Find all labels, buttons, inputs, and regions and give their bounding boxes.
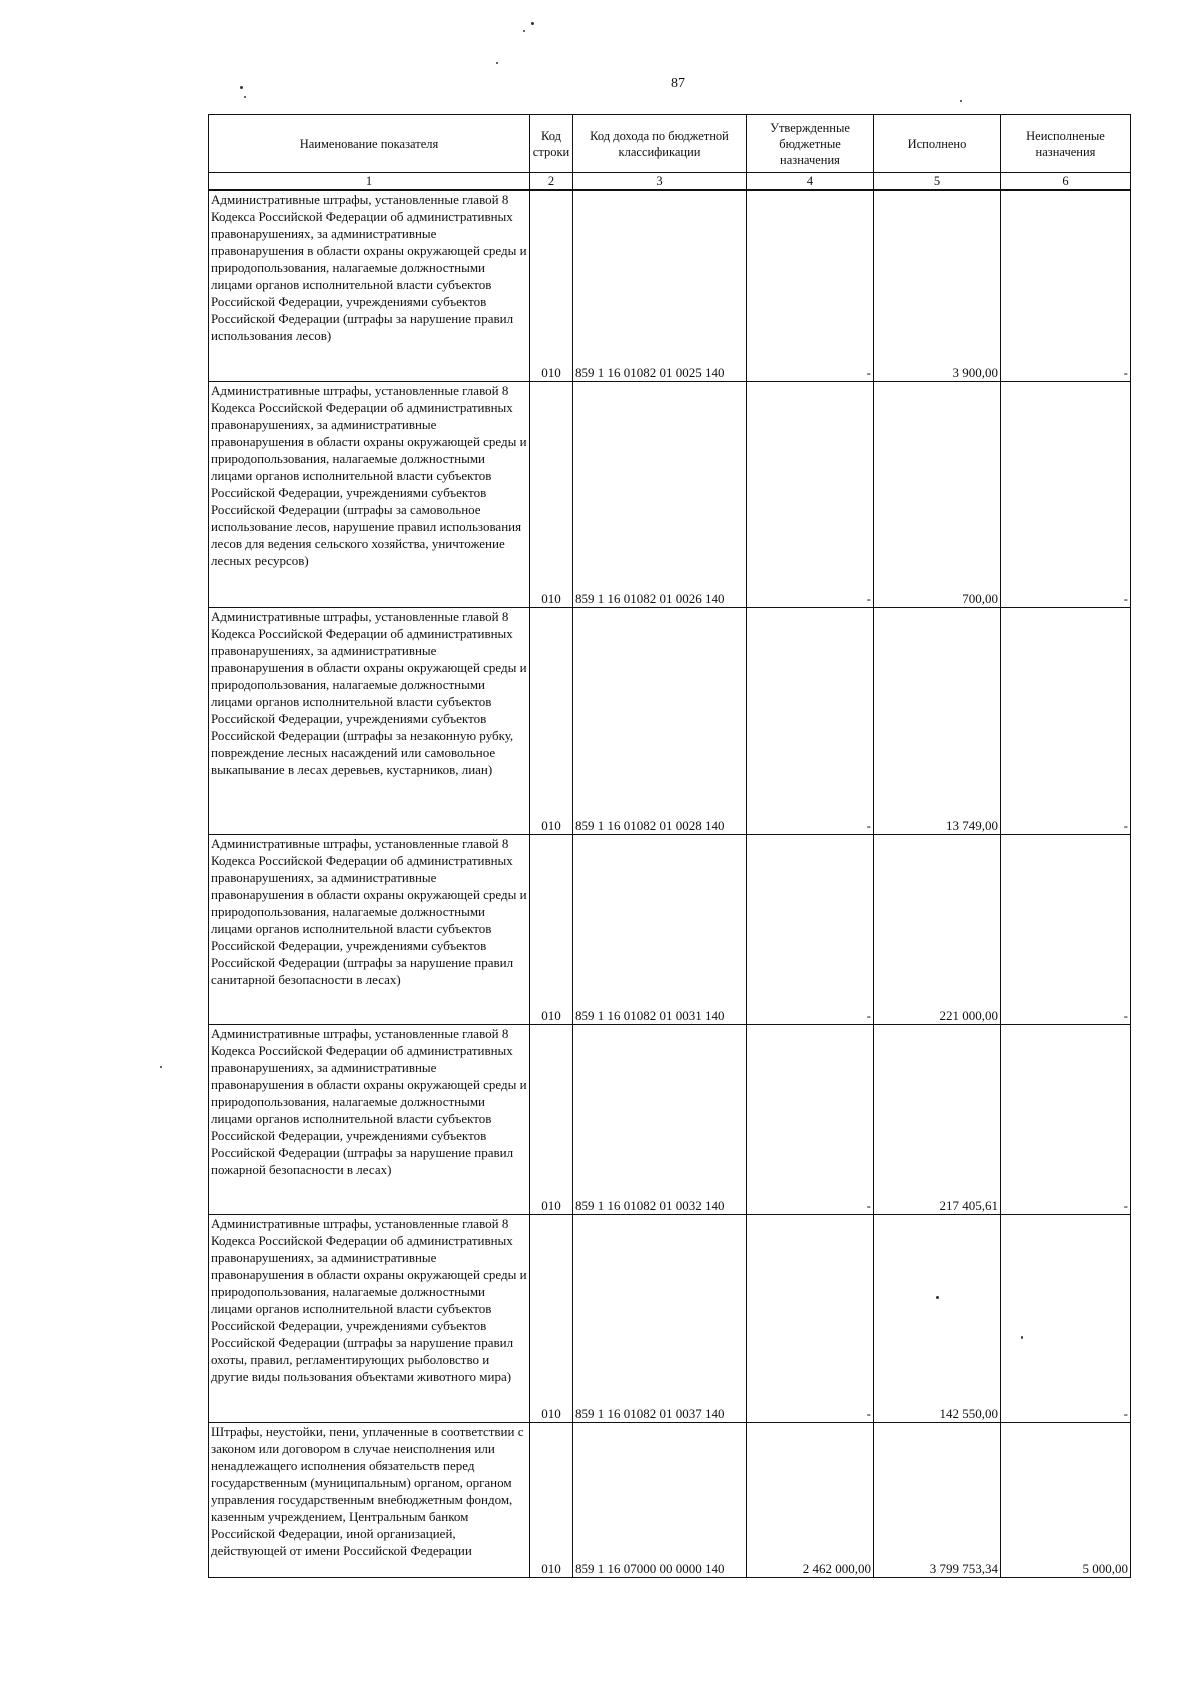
revenue-report-table [208,114,1131,1578]
header-income-code: Код дохода по бюджетной классификации [573,115,747,173]
income-code: 859 1 16 01082 01 0026 140 [573,381,747,607]
approved-value: - [747,190,874,381]
indicator-name: Административные штрафы, установленные главой 8 Кодекса Российской Федерации об административных правонарушениях, за административные правонарушения в области охраны окружающей среды и природопользования, налагаемые должностными лицами органов исполнительной власти субъектов Российской Федерации, учреждениями субъектов Российской Федерации (штрафы за нарушение правил санитарной безопасности в лесах) [209,834,530,1024]
indicator-name: Штрафы, неустойки, пени, уплаченные в соответствии с законом или договором в случае неисполнения или ненадлежащего исполнения обязательств перед государственным (муниципальным) органом, органом управления государственным внебюджетным фондом, казенным учреждением, Центральным банком Российской Федерации, иной организацией, действующей от имени Российской Федерации [209,1422,530,1577]
income-code: 859 1 16 01082 01 0037 140 [573,1214,747,1422]
column-number: 4 [747,173,874,191]
indicator-name: Административные штрафы, установленные главой 8 Кодекса Российской Федерации об административных правонарушениях, за административные правонарушения в области охраны окружающей среды и природопользования, налагаемые должностными лицами органов исполнительной власти субъектов Российской Федерации, учреждениями субъектов Российской Федерации (штрафы за нарушение правил охоты, правил, регламентирующих рыболовство и другие виды пользования объектами животного мира) [209,1214,530,1422]
scan-speck [960,100,962,102]
income-code: 859 1 16 01082 01 0028 140 [573,607,747,834]
line-code: 010 [530,190,573,381]
page-number: 87 [671,76,685,91]
income-code: 859 1 16 07000 00 0000 140 [573,1422,747,1577]
scan-speck [244,96,246,98]
indicator-name: Административные штрафы, установленные главой 8 Кодекса Российской Федерации об административных правонарушениях, за административные правонарушения в области охраны окружающей среды и природопользования, налагаемые должностными лицами органов исполнительной власти субъектов Российской Федерации, учреждениями субъектов Российской Федерации (штрафы за незаконную рубку, повреждение лесных насаждений или самовольное выкапывание в лесах деревьев, кустарников, лиан) [209,607,530,834]
scan-speck [240,86,243,89]
line-code: 010 [530,1024,573,1214]
scan-speck [160,1066,162,1068]
executed-value: 142 550,00 [874,1214,1001,1422]
indicator-name: Административные штрафы, установленные главой 8 Кодекса Российской Федерации об административных правонарушениях, за административные правонарушения в области охраны окружающей среды и природопользования, налагаемые должностными лицами органов исполнительной власти субъектов Российской Федерации, учреждениями субъектов Российской Федерации (штрафы за самовольное использование лесов, нарушение правил использования лесов для ведения сельского хозяйства, уничтожение лесных ресурсов) [209,381,530,607]
table-row [209,1422,1131,1577]
unexecuted-value: - [1001,834,1131,1024]
income-code: 859 1 16 01082 01 0025 140 [573,190,747,381]
executed-value: 221 000,00 [874,834,1001,1024]
table-row [209,1214,1131,1422]
table-row [209,1024,1131,1214]
line-code: 010 [530,1422,573,1577]
unexecuted-value: - [1001,607,1131,834]
scan-speck [531,22,534,25]
unexecuted-value: - [1001,381,1131,607]
column-number: 1 [209,173,530,191]
header-line-code: Код строки [530,115,573,173]
indicator-name: Административные штрафы, установленные главой 8 Кодекса Российской Федерации об административных правонарушениях, за административные правонарушения в области охраны окружающей среды и природопользования, налагаемые должностными лицами органов исполнительной власти субъектов Российской Федерации, учреждениями субъектов Российской Федерации (штрафы за нарушение правил пожарной безопасности в лесах) [209,1024,530,1214]
scan-speck [523,30,525,32]
line-code: 010 [530,1214,573,1422]
line-code: 010 [530,607,573,834]
approved-value: - [747,834,874,1024]
approved-value: - [747,607,874,834]
approved-value: - [747,1024,874,1214]
table-row [209,190,1131,381]
table-row [209,381,1131,607]
approved-value: - [747,381,874,607]
income-code: 859 1 16 01082 01 0032 140 [573,1024,747,1214]
header-indicator-name: Наименование показателя [209,115,530,173]
table-row [209,834,1131,1024]
line-code: 010 [530,834,573,1024]
line-code: 010 [530,381,573,607]
table-row [209,607,1131,834]
executed-value: 3 900,00 [874,190,1001,381]
executed-value: 217 405,61 [874,1024,1001,1214]
approved-value: 2 462 000,00 [747,1422,874,1577]
unexecuted-value: - [1001,1024,1131,1214]
unexecuted-value: - [1001,1214,1131,1422]
executed-value: 13 749,00 [874,607,1001,834]
unexecuted-value: 5 000,00 [1001,1422,1131,1577]
unexecuted-value: - [1001,190,1131,381]
column-number: 6 [1001,173,1131,191]
income-code: 859 1 16 01082 01 0031 140 [573,834,747,1024]
column-number: 2 [530,173,573,191]
column-number: 5 [874,173,1001,191]
scan-speck [496,62,498,64]
column-number: 3 [573,173,747,191]
executed-value: 3 799 753,34 [874,1422,1001,1577]
header-unexecuted: Неисполненые назначения [1001,115,1131,173]
approved-value: - [747,1214,874,1422]
indicator-name: Административные штрафы, установленные главой 8 Кодекса Российской Федерации об административных правонарушениях, за административные правонарушения в области охраны окружающей среды и природопользования, налагаемые должностными лицами органов исполнительной власти субъектов Российской Федерации, учреждениями субъектов Российской Федерации (штрафы за нарушение правил использования лесов) [209,190,530,381]
executed-value: 700,00 [874,381,1001,607]
header-approved: Утвержденные бюджетные назначения [747,115,874,173]
header-executed: Исполнено [874,115,1001,173]
